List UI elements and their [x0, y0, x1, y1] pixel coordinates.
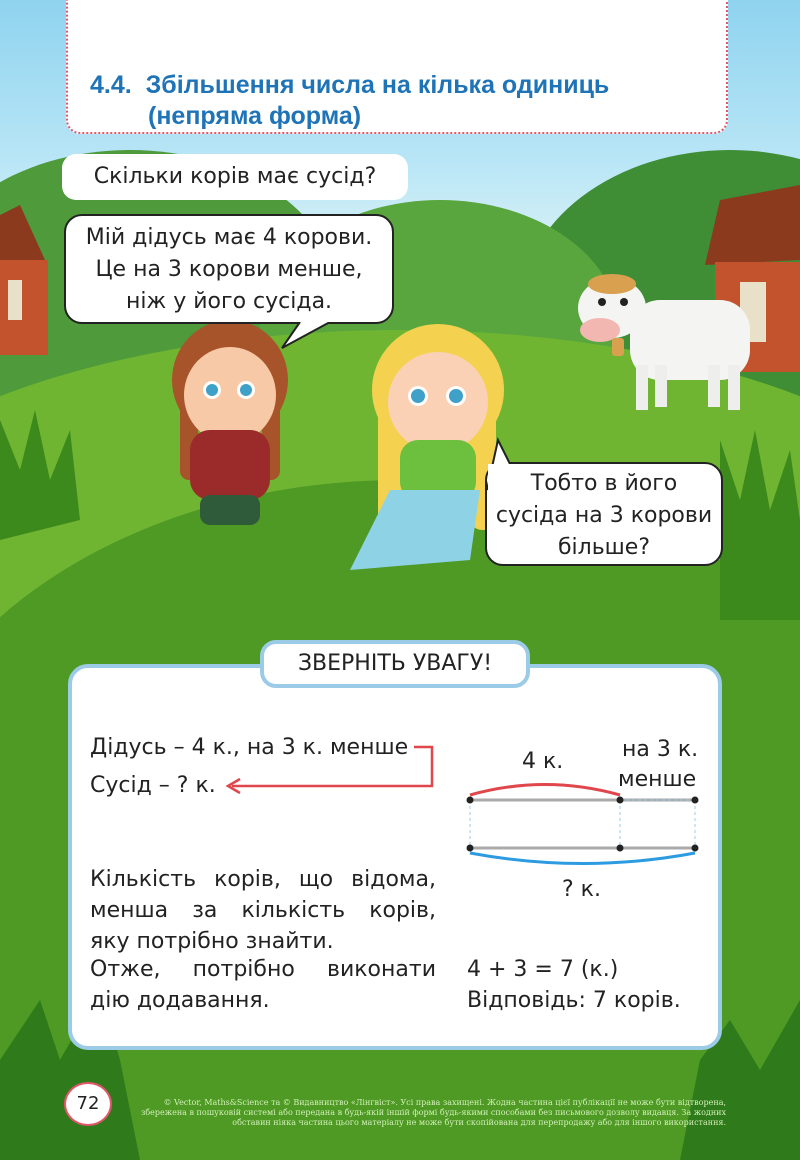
diagram-side-label-2: менше [618, 767, 697, 792]
speech-bubble-girl2 [485, 462, 723, 566]
solution-equation: 4 + 3 = 7 (к.) [467, 957, 619, 982]
copyright-notice: © Vector, Maths&Science та © Видавництво «Лінгвіст». Усі права захищені. Жодна частина цієї публікації не може бути відтворена, збережена в пошуковій системі або передана в будь-якій іншій формі будь-якими способами без письмового дозволу видавця. За жодних обставин ніяка частина цього матеріалу не може бути скопійована для перепродажу або для іншого використання. [140, 1098, 726, 1127]
section-title-line1: Збільшення числа на кілька одиниць [145, 71, 610, 99]
bubble-line: Тобто в його [530, 471, 678, 496]
section-title-line2: (непряма форма) [148, 102, 362, 130]
explanation-line: Отже, потрібно виконати [90, 957, 436, 982]
grass-left [0, 410, 80, 540]
attention-heading: ЗВЕРНІТЬ УВАГУ! [260, 640, 530, 688]
bubble-line: більше? [557, 535, 651, 560]
bubble-line: ніж у його сусіда. [125, 289, 333, 314]
question-label: Скільки корів має сусід? [62, 154, 408, 200]
bubble-line: сусіда на 3 корови [495, 503, 713, 528]
girl-blonde-hair-illustration [350, 324, 504, 570]
grass-right [720, 430, 800, 620]
diagram-top-label: 4 к. [522, 749, 564, 774]
speech-bubble-girl1 [64, 214, 394, 324]
explanation-line: Кількість корів, що відома, [90, 867, 436, 892]
condition-grandpa: Дідусь – 4 к., на 3 к. менше [90, 735, 409, 760]
bubble-line: Це на 3 корови менше, [95, 257, 363, 282]
section-number: 4.4. [90, 71, 132, 99]
solution-answer: Відповідь: 7 корів. [467, 988, 681, 1013]
explanation-line: яку потрібно знайти. [90, 929, 334, 954]
girl-brown-hair-illustration [172, 320, 288, 525]
page-number: 72 [64, 1082, 112, 1126]
bubble-line: Мій дідусь має 4 корови. [85, 225, 373, 250]
section-title [90, 70, 710, 132]
diagram-side-label-1: на 3 к. [622, 737, 699, 762]
diagram-bottom-label: ? к. [562, 877, 601, 902]
explanation-line: дію додавання. [90, 988, 270, 1013]
barn-left [0, 205, 48, 355]
explanation-line: менша за кількість корів, [90, 898, 436, 923]
condition-neighbor: Сусід – ? к. [90, 773, 216, 798]
